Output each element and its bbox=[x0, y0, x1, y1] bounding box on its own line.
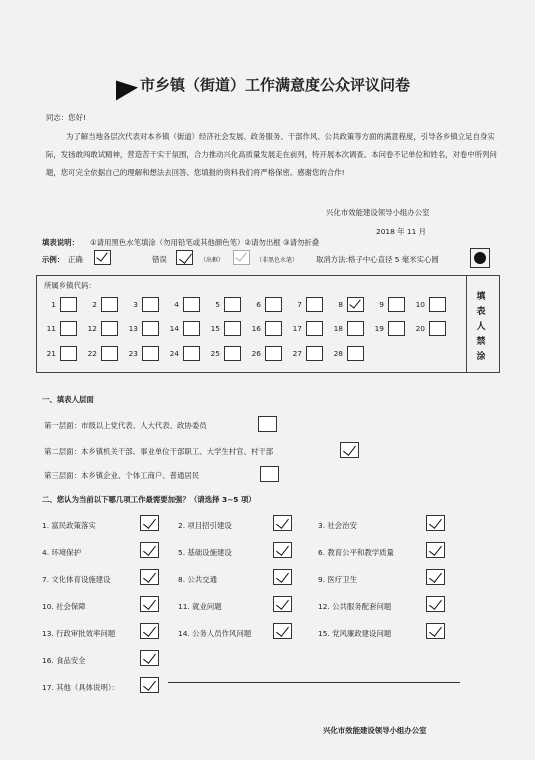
region-code-checkbox-2[interactable] bbox=[101, 297, 118, 312]
region-code-checkbox-7[interactable] bbox=[306, 297, 323, 312]
priority-item-label: 6. 教育公平和教学质量 bbox=[318, 548, 394, 557]
region-code-checkbox-6[interactable] bbox=[265, 297, 282, 312]
instructions-text: ①请用黑色水笔填涂（勿用铅笔或其他颜色笔）②请勿出框 ③请勿折叠 bbox=[90, 238, 320, 247]
region-code-checkbox-21[interactable] bbox=[60, 346, 77, 361]
priority-item-label: 15. 党风廉政建设问题 bbox=[318, 629, 392, 638]
priority-item-checkbox-15[interactable] bbox=[426, 623, 445, 639]
region-code-checkbox-4[interactable] bbox=[183, 297, 200, 312]
instructions-label: 填表说明： bbox=[42, 238, 79, 247]
region-code-checkbox-16[interactable] bbox=[265, 321, 282, 336]
priority-item-checkbox-12[interactable] bbox=[426, 596, 445, 612]
example-correct-label: 正确 bbox=[68, 255, 83, 264]
other-answer-line[interactable] bbox=[168, 682, 460, 683]
org-signature: 兴化市效能建设领导小组办公室 bbox=[326, 208, 430, 217]
region-code-checkbox-10[interactable] bbox=[429, 297, 446, 312]
respondent-level-label: 第三层面：本乡镇企业、个体工商户、普通居民 bbox=[44, 471, 200, 480]
region-code-number: 5 bbox=[215, 300, 220, 309]
region-code-checkbox-5[interactable] bbox=[224, 297, 241, 312]
priority-item-checkbox-8[interactable] bbox=[273, 569, 292, 585]
priority-item-label: 1. 富民政策落实 bbox=[42, 521, 96, 530]
region-code-number: 12 bbox=[87, 324, 97, 333]
example-correct-box bbox=[94, 250, 111, 265]
priority-item-label: 17. 其他（具体说明）： bbox=[42, 683, 119, 692]
page-title: 市乡镇（街道）工作满意度公众评议问卷 bbox=[140, 76, 411, 94]
priority-item-label: 8. 公共交通 bbox=[178, 575, 217, 584]
region-code-number: 17 bbox=[292, 324, 302, 333]
region-code-checkbox-8[interactable] bbox=[347, 297, 364, 312]
region-code-checkbox-20[interactable] bbox=[429, 321, 446, 336]
region-code-number: 24 bbox=[169, 349, 179, 358]
region-code-checkbox-15[interactable] bbox=[224, 321, 241, 336]
region-code-checkbox-23[interactable] bbox=[142, 346, 159, 361]
region-code-number: 18 bbox=[333, 324, 343, 333]
region-code-checkbox-12[interactable] bbox=[101, 321, 118, 336]
priority-item-label: 5. 基础设施建设 bbox=[178, 548, 232, 557]
region-code-number: 22 bbox=[87, 349, 97, 358]
example-label: 示例： bbox=[42, 255, 65, 264]
priority-item-checkbox-1[interactable] bbox=[140, 515, 159, 531]
example-cancel-method: 取消方法:格子中心直径 5 毫米实心圆 bbox=[316, 255, 439, 264]
region-code-checkbox-14[interactable] bbox=[183, 321, 200, 336]
region-code-number: 21 bbox=[46, 349, 56, 358]
priority-item-checkbox-17[interactable] bbox=[140, 677, 159, 693]
region-code-checkbox-1[interactable] bbox=[60, 297, 77, 312]
region-code-number: 10 bbox=[415, 300, 425, 309]
priority-item-label: 12. 公共服务配套问题 bbox=[318, 602, 392, 611]
priority-item-checkbox-2[interactable] bbox=[273, 515, 292, 531]
section2-heading: 二、您认为当前以下哪几项工作最需要加强？（请选择 3~5 项） bbox=[42, 495, 256, 504]
priority-item-label: 10. 社会保障 bbox=[42, 602, 86, 611]
example-out-of-box: （出框） bbox=[200, 257, 225, 264]
priority-item-checkbox-9[interactable] bbox=[426, 569, 445, 585]
priority-item-label: 9. 医疗卫生 bbox=[318, 575, 357, 584]
region-code-number: 25 bbox=[210, 349, 220, 358]
greeting: 同志：您好! bbox=[46, 113, 86, 122]
region-code-number: 11 bbox=[46, 324, 56, 333]
priority-item-label: 13. 行政审批效率问题 bbox=[42, 629, 116, 638]
region-code-number: 8 bbox=[338, 300, 343, 309]
priority-item-checkbox-10[interactable] bbox=[140, 596, 159, 612]
priority-item-label: 3. 社会治安 bbox=[318, 521, 357, 530]
filled-circle-icon bbox=[474, 252, 486, 264]
region-code-checkbox-17[interactable] bbox=[306, 321, 323, 336]
region-code-number: 27 bbox=[292, 349, 302, 358]
respondent-level-label: 第二层面：本乡镇机关干部、事业单位干部职工、大学生村官、村干部 bbox=[44, 447, 274, 456]
region-code-checkbox-25[interactable] bbox=[224, 346, 241, 361]
example-wrong-box-1 bbox=[176, 250, 193, 265]
region-code-number: 9 bbox=[379, 300, 384, 309]
title-mark-icon bbox=[116, 77, 138, 100]
region-code-checkbox-27[interactable] bbox=[306, 346, 323, 361]
respondent-level-checkbox-1[interactable] bbox=[258, 416, 277, 432]
respondent-level-checkbox-2[interactable] bbox=[340, 442, 359, 458]
priority-item-checkbox-3[interactable] bbox=[426, 515, 445, 531]
priority-item-label: 4. 环境保护 bbox=[42, 548, 81, 557]
region-code-number: 23 bbox=[128, 349, 138, 358]
example-wrong-box-2 bbox=[233, 250, 250, 265]
code-divider bbox=[466, 275, 467, 373]
region-code-checkbox-9[interactable] bbox=[388, 297, 405, 312]
priority-item-label: 11. 就业问题 bbox=[178, 602, 222, 611]
date: 2018 年 11 月 bbox=[376, 227, 427, 236]
priority-item-checkbox-14[interactable] bbox=[273, 623, 292, 639]
restricted-label: 填表人禁涂 bbox=[476, 292, 486, 362]
intro-paragraph: 为了解当地各层次代表对本乡镇（街道）经济社会发展、政务服务、干部作风、公共政策等方面的满意程度，引导各乡镇立足自身实际，发扬敢闯敢试精神，营造苦干实干氛围，合力推动兴化高质量发展走在前列，特开展本次调查。本问卷不记单位和姓名，对卷中所列问题，您可完全依据自己的理解和想法去回答。您填报的资料我们将严格保密。感谢您的合作! bbox=[46, 132, 497, 177]
region-code-checkbox-13[interactable] bbox=[142, 321, 159, 336]
region-code-number: 19 bbox=[374, 324, 384, 333]
region-code-checkbox-24[interactable] bbox=[183, 346, 200, 361]
priority-item-checkbox-4[interactable] bbox=[140, 542, 159, 558]
region-code-number: 14 bbox=[169, 324, 179, 333]
region-code-number: 3 bbox=[133, 300, 138, 309]
region-code-checkbox-18[interactable] bbox=[347, 321, 364, 336]
region-code-number: 7 bbox=[297, 300, 302, 309]
region-code-number: 20 bbox=[415, 324, 425, 333]
priority-item-label: 16. 食品安全 bbox=[42, 656, 86, 665]
respondent-level-label: 第一层面：市级以上党代表、人大代表、政协委员 bbox=[44, 421, 207, 430]
priority-item-checkbox-13[interactable] bbox=[140, 623, 159, 639]
example-non-black: （非黑色水笔） bbox=[256, 257, 299, 264]
region-code-number: 6 bbox=[256, 300, 261, 309]
region-code-number: 26 bbox=[251, 349, 261, 358]
section1-heading: 一、填表人层面 bbox=[42, 395, 94, 404]
footer-org: 兴化市效能建设领导小组办公室 bbox=[323, 726, 427, 735]
region-code-checkbox-26[interactable] bbox=[265, 346, 282, 361]
priority-item-checkbox-11[interactable] bbox=[273, 596, 292, 612]
region-code-checkbox-11[interactable] bbox=[60, 321, 77, 336]
region-code-checkbox-3[interactable] bbox=[142, 297, 159, 312]
region-code-number: 2 bbox=[92, 300, 97, 309]
example-wrong-label: 错误 bbox=[152, 255, 167, 264]
priority-item-label: 14. 公务人员作风问题 bbox=[178, 629, 252, 638]
region-code-label: 所属乡镇代码： bbox=[44, 281, 96, 290]
region-code-checkbox-19[interactable] bbox=[388, 321, 405, 336]
region-code-checkbox-28[interactable] bbox=[347, 346, 364, 361]
region-code-number: 13 bbox=[128, 324, 138, 333]
region-code-number: 15 bbox=[210, 324, 220, 333]
priority-item-checkbox-6[interactable] bbox=[426, 542, 445, 558]
priority-item-checkbox-5[interactable] bbox=[273, 542, 292, 558]
region-code-number: 28 bbox=[333, 349, 343, 358]
region-code-number: 1 bbox=[51, 300, 56, 309]
priority-item-label: 2. 项目招引建设 bbox=[178, 521, 232, 530]
region-code-checkbox-22[interactable] bbox=[101, 346, 118, 361]
region-code-number: 16 bbox=[251, 324, 261, 333]
region-code-number: 4 bbox=[174, 300, 179, 309]
priority-item-checkbox-16[interactable] bbox=[140, 650, 159, 666]
respondent-level-checkbox-3[interactable] bbox=[260, 466, 279, 482]
priority-item-label: 7. 文化体育设施建设 bbox=[42, 575, 111, 584]
priority-item-checkbox-7[interactable] bbox=[140, 569, 159, 585]
